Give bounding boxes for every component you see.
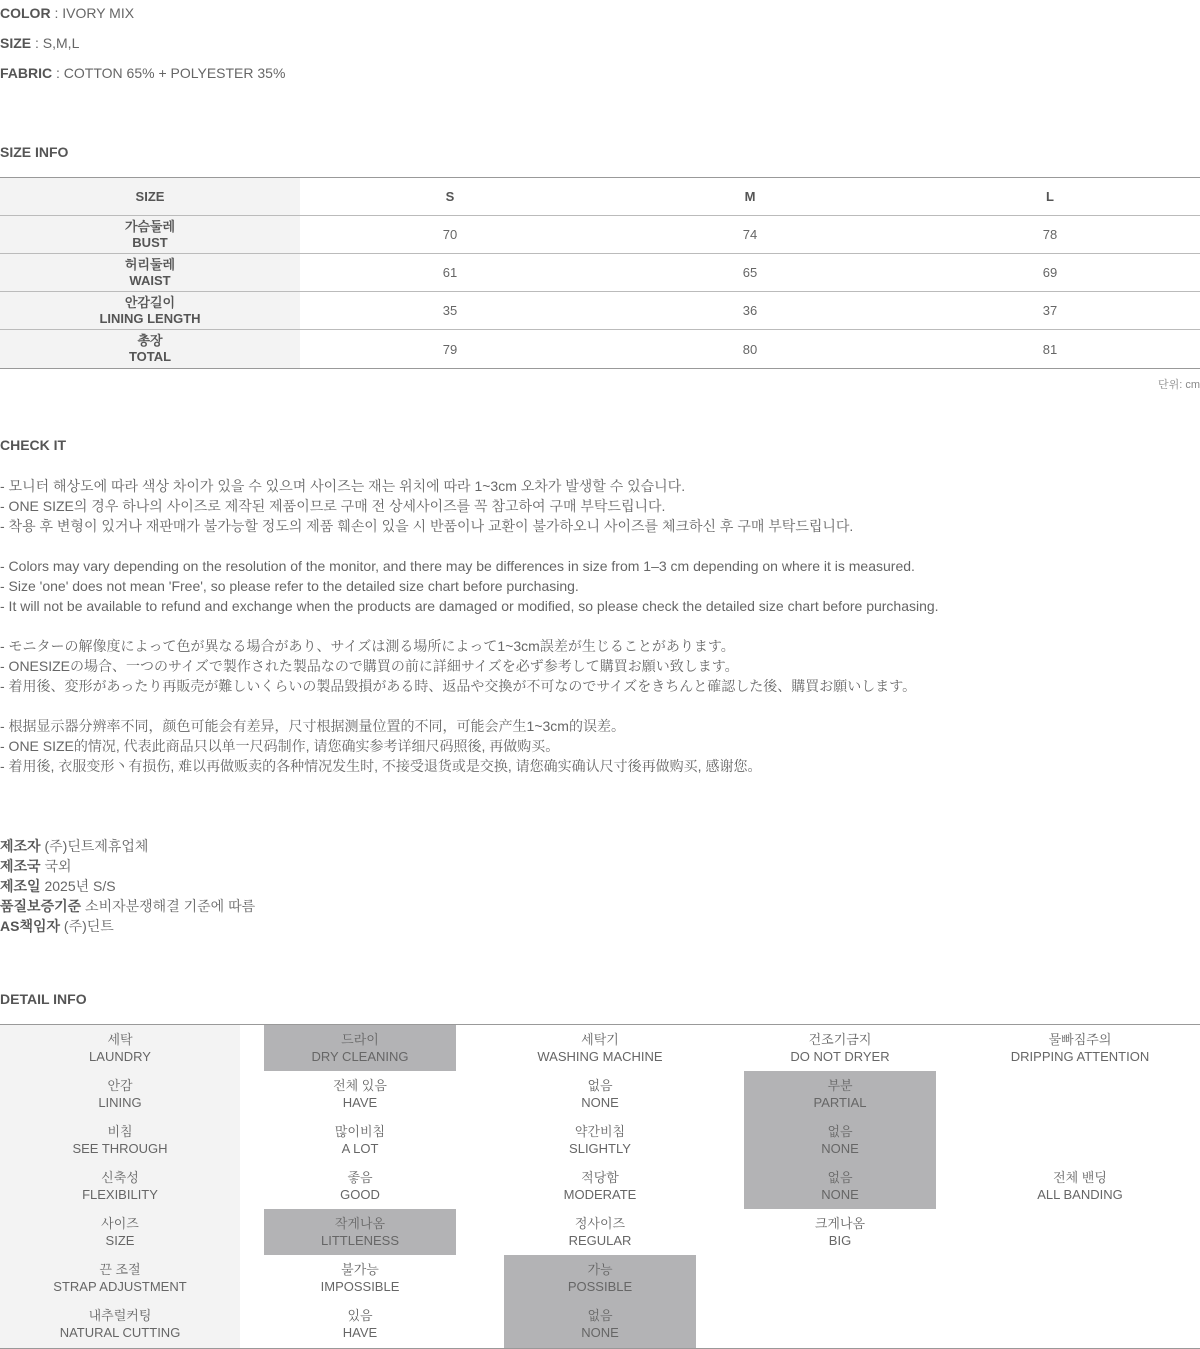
detail-option <box>264 1301 456 1347</box>
detail-option-en: BIG <box>828 1233 852 1248</box>
note-line: - Size 'one' does not mean 'Free', so please refer to the detailed size chart before purchasing. <box>0 578 579 594</box>
detail-label-en: STRAP ADJUSTMENT <box>53 1279 187 1294</box>
spec-color-value: IVORY MIX <box>62 5 135 21</box>
detail-label-en: SIZE <box>105 1233 135 1248</box>
detail-row-label <box>0 1117 240 1163</box>
detail-info-grid <box>0 1024 1200 1349</box>
detail-row-label <box>0 1255 240 1301</box>
spec-size <box>0 35 79 51</box>
detail-option-ko: 많이비침 <box>334 1124 386 1139</box>
size-value: 78 <box>1042 227 1058 242</box>
detail-label-en: LINING <box>98 1095 142 1110</box>
detail-label-ko: 비침 <box>107 1124 133 1139</box>
detail-option-ko: 없음 <box>587 1308 613 1323</box>
detail-option <box>504 1163 696 1209</box>
check-it-notes <box>0 476 1200 776</box>
detail-option-en: IMPOSSIBLE <box>320 1279 400 1294</box>
detail-option-en: NONE <box>821 1141 859 1156</box>
maker-label: 제조자 <box>0 838 41 854</box>
detail-option-en: MODERATE <box>563 1187 637 1202</box>
detail-option <box>744 1071 936 1117</box>
detail-option-en: GOOD <box>340 1187 380 1202</box>
detail-option-ko: 물빠짐주의 <box>1048 1032 1112 1047</box>
size-value: 37 <box>1042 303 1058 318</box>
size-value: 70 <box>442 227 458 242</box>
maker-line <box>0 876 255 896</box>
detail-option <box>504 1255 696 1301</box>
detail-label-ko: 세탁 <box>107 1032 133 1047</box>
size-value: 65 <box>742 265 758 280</box>
detail-label-en: NATURAL CUTTING <box>59 1325 181 1340</box>
maker-label: 제조국 <box>0 858 41 874</box>
table-row <box>0 216 1200 254</box>
size-value: 74 <box>742 227 758 242</box>
measure-label <box>0 254 300 291</box>
note-line: - モニターの解像度によって色が異なる場合があり、サイズは測る場所によって1~3cm誤差が生じることがあります。 <box>0 638 735 654</box>
detail-option-en: NONE <box>581 1325 619 1340</box>
detail-option <box>744 1117 936 1163</box>
size-value: 81 <box>1042 341 1058 357</box>
note-line: - 着用後、変形があったり再販売が難しいくらいの製品毀損がある時、返品や交換が不可なのでサイズをきちんと確認した後、購買お願いします。 <box>0 678 917 694</box>
measure-label-ko: 허리둘레 <box>124 256 176 272</box>
detail-option-ko: 있음 <box>347 1308 373 1323</box>
table-row <box>0 254 1200 292</box>
detail-row-label <box>0 1301 240 1347</box>
spec-color-label: COLOR <box>0 5 51 21</box>
detail-option-en: NONE <box>581 1095 619 1110</box>
detail-option-en: NONE <box>821 1187 859 1202</box>
maker-label: AS책임자 <box>0 918 61 934</box>
detail-option-ko: 가능 <box>587 1262 613 1277</box>
spec-fabric-value: COTTON 65% + POLYESTER 35% <box>63 65 286 81</box>
note-line: - 根据显示器分辨率不同，颜色可能会有差异，尺寸根据测量位置的不同，可能会产生1~3cm的误差。 <box>0 718 625 734</box>
detail-option <box>264 1209 456 1255</box>
detail-option <box>264 1255 456 1301</box>
measure-label <box>0 292 300 329</box>
measure-label-en: TOTAL <box>128 349 172 364</box>
detail-option <box>504 1117 696 1163</box>
spec-fabric-label: FABRIC <box>0 65 53 81</box>
size-value: 80 <box>742 341 758 357</box>
detail-option-ko: 부분 <box>827 1078 853 1093</box>
size-header-s: S <box>445 189 455 204</box>
detail-option-ko: 작게나옴 <box>334 1216 386 1231</box>
measure-label-en: LINING LENGTH <box>99 310 201 326</box>
size-info-title: SIZE INFO <box>0 144 69 160</box>
detail-option <box>744 1025 936 1071</box>
detail-row-label <box>0 1071 240 1117</box>
detail-option-en: LITTLENESS <box>320 1233 400 1248</box>
detail-option <box>264 1163 456 1209</box>
detail-label-ko: 안감 <box>107 1078 133 1093</box>
spec-color <box>0 5 134 21</box>
spec-sep: : <box>31 35 43 51</box>
note-line: - 착용 후 변형이 있거나 재판매가 불가능할 정도의 제품 훼손이 있을 시 반품이나 교환이 불가하오니 사이즈를 체크하신 후 구매 부탁드립니다. <box>0 518 854 534</box>
detail-option-en: ALL BANDING <box>1037 1187 1123 1202</box>
detail-option-en: DO NOT DRYER <box>790 1049 890 1064</box>
size-value: 69 <box>1042 265 1058 280</box>
detail-option-ko: 세탁기 <box>581 1032 619 1047</box>
detail-info-title: DETAIL INFO <box>0 991 87 1007</box>
measure-label-en: WAIST <box>129 272 171 288</box>
detail-option-ko: 정사이즈 <box>574 1216 626 1231</box>
note-line: - ONE SIZE의 경우 하나의 사이즈로 제작된 제품이므로 구매 전 상세사이즈를 꼭 참고하여 구매 부탁드립니다. <box>0 498 666 514</box>
maker-line <box>0 916 255 936</box>
detail-option-en: HAVE <box>342 1325 378 1340</box>
measure-label-ko: 안감길이 <box>124 294 176 310</box>
detail-label-en: LAUNDRY <box>89 1049 151 1064</box>
detail-row-label <box>0 1163 240 1209</box>
maker-label: 품질보증기준 <box>0 898 82 914</box>
note-line: - 모니터 해상도에 따라 색상 차이가 있을 수 있으며 사이즈는 재는 위치에 따라 1~3cm 오차가 발생할 수 있습니다. <box>0 478 686 494</box>
note-line: - Colors may vary depending on the resolution of the monitor, and there may be differences in size from 1–3 cm depending on where it is measured. <box>0 558 915 574</box>
detail-option <box>504 1025 696 1071</box>
maker-value: (주)딘트 <box>63 918 114 934</box>
detail-option <box>984 1163 1176 1209</box>
detail-option-ko: 크게나옴 <box>814 1216 866 1231</box>
measure-label <box>0 216 300 253</box>
detail-option-en: SLIGHTLY <box>569 1141 631 1156</box>
note-line: - 着用後, 衣服变形丶有损伤, 难以再做贩卖的各种情况发生时, 不接受退货或是交换, 请您确实确认尺寸後再做购买, 感谢您。 <box>0 758 762 774</box>
maker-value: 국외 <box>44 858 72 874</box>
size-header-l: L <box>1046 189 1054 204</box>
maker-value: 2025년 S/S <box>44 878 116 894</box>
detail-option-en: REGULAR <box>568 1233 632 1248</box>
detail-label-en: SEE THROUGH <box>72 1141 168 1156</box>
detail-option <box>504 1071 696 1117</box>
size-table <box>0 177 1200 369</box>
size-header-m: M <box>744 189 756 204</box>
detail-option-ko: 불가능 <box>341 1262 379 1277</box>
detail-option-en: POSSIBLE <box>567 1279 633 1294</box>
check-it-title: CHECK IT <box>0 437 67 453</box>
detail-option-en: WASHING MACHINE <box>537 1049 663 1064</box>
maker-value: (주)딘트제휴업체 <box>44 838 149 854</box>
detail-option-ko: 건조기금지 <box>808 1032 872 1047</box>
detail-option-ko: 전체 있음 <box>333 1078 387 1093</box>
size-table-header <box>0 178 1200 216</box>
detail-option <box>264 1025 456 1071</box>
detail-option <box>264 1117 456 1163</box>
spec-fabric <box>0 65 285 81</box>
detail-option <box>504 1209 696 1255</box>
table-row <box>0 330 1200 368</box>
maker-line <box>0 856 255 876</box>
detail-option <box>744 1163 936 1209</box>
detail-option-en: HAVE <box>342 1095 378 1110</box>
measure-label-en: BUST <box>132 234 168 250</box>
measure-label <box>0 330 300 368</box>
detail-label-ko: 끈 조절 <box>99 1262 141 1277</box>
detail-option-ko: 약간비침 <box>574 1124 626 1139</box>
unit-note: 단위: cm <box>1157 379 1200 391</box>
detail-option-ko: 없음 <box>827 1124 853 1139</box>
table-row <box>0 292 1200 330</box>
detail-option-ko: 드라이 <box>341 1032 379 1047</box>
detail-option <box>504 1301 696 1347</box>
note-line: - It will not be available to refund and exchange when the products are damaged or modified, so please check the detailed size chart before purchasing. <box>0 598 939 614</box>
spec-sep: : <box>52 65 64 81</box>
detail-option <box>744 1209 936 1255</box>
detail-row-label <box>0 1209 240 1255</box>
detail-row-label <box>0 1025 240 1071</box>
detail-option-en: A LOT <box>341 1141 379 1156</box>
size-value: 61 <box>442 265 458 280</box>
manufacturer-info <box>0 836 255 936</box>
detail-label-ko: 사이즈 <box>101 1216 139 1231</box>
maker-line <box>0 896 255 916</box>
detail-option-ko: 없음 <box>587 1078 613 1093</box>
detail-option <box>264 1071 456 1117</box>
detail-option-en: DRY CLEANING <box>311 1049 409 1064</box>
detail-label-ko: 내추럴커팅 <box>88 1308 152 1323</box>
measure-label-ko: 총장 <box>137 333 163 348</box>
spec-sep: : <box>50 5 63 21</box>
detail-option-ko: 좋음 <box>347 1170 373 1185</box>
spec-size-label: SIZE <box>0 35 32 51</box>
detail-label-en: FLEXIBILITY <box>82 1187 158 1202</box>
spec-size-value: S,M,L <box>42 35 80 51</box>
note-line: - ONESIZEの場合、一つのサイズで製作された製品なので購買の前に詳細サイズを必ず参考して購買お願い致します。 <box>0 658 739 674</box>
maker-line <box>0 836 255 856</box>
detail-option-ko: 전체 밴딩 <box>1053 1170 1107 1185</box>
note-line: - ONE SIZE的情况, 代表此商品只以单一尺码制作, 请您确实参考详细尺码照後, 再做购买。 <box>0 738 560 754</box>
detail-option-ko: 적당함 <box>581 1170 619 1185</box>
detail-option-en: PARTIAL <box>813 1095 867 1110</box>
size-value: 35 <box>442 303 458 318</box>
size-value: 79 <box>442 341 458 357</box>
detail-option <box>984 1025 1176 1071</box>
maker-label: 제조일 <box>0 878 41 894</box>
size-header-label: SIZE <box>0 178 300 215</box>
detail-option-ko: 없음 <box>827 1170 853 1185</box>
detail-label-ko: 신축성 <box>101 1170 139 1185</box>
size-value: 36 <box>742 303 758 318</box>
maker-value: 소비자분쟁해결 기준에 따름 <box>85 898 256 914</box>
detail-option-en: DRIPPING ATTENTION <box>1010 1049 1150 1064</box>
measure-label-ko: 가슴둘레 <box>124 218 176 234</box>
